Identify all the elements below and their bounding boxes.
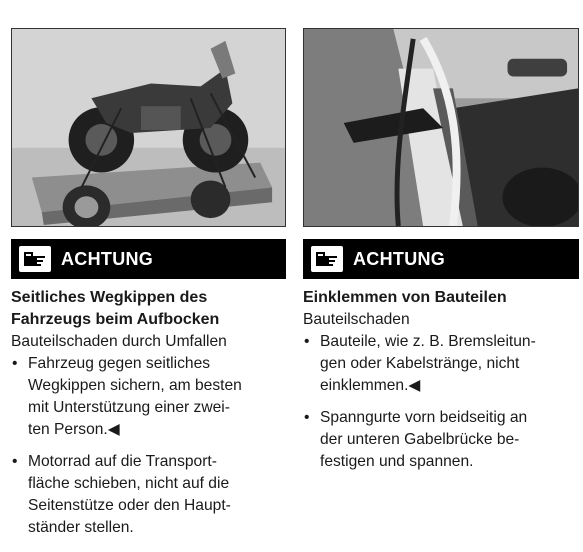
warning-label: ACHTUNG — [61, 248, 154, 269]
motorcycle-on-trailer-photo — [11, 28, 286, 227]
warning-banner-left — [11, 239, 286, 279]
instruction-list — [11, 353, 286, 539]
list-item: • Spanngurte vorn beidseitig an der unteren Gabelbrücke be- festigen und spannen. — [304, 409, 528, 470]
warning-banner-right — [303, 239, 579, 279]
hand-book-warning-icon — [311, 246, 343, 272]
warning-subtitle: Bauteilschaden durch Umfallen — [11, 333, 227, 350]
bullet-icon: • — [12, 355, 18, 372]
bullet-icon: • — [304, 333, 310, 350]
instruction-list — [303, 331, 579, 473]
warning-heading: Einklemmen von Bauteilen — [303, 289, 507, 306]
list-item: • Fahrzeug gegen seitliches Wegkippen sichern, am besten mit Unterstützung einer zwei- ten Person.◀ — [12, 355, 242, 438]
bullet-icon: • — [304, 409, 310, 426]
warning-heading: Seitliches Wegkippen des Fahrzeugs beim Aufbocken — [11, 289, 220, 328]
warning-text-right — [303, 287, 579, 483]
warning-label: ACHTUNG — [353, 248, 446, 269]
warning-text-left — [11, 287, 286, 549]
fork-closeup-photo — [303, 28, 579, 227]
list-item: • Bauteile, wie z. B. Bremsleitun- gen oder Kabelstränge, nicht einklemmen.◀ — [304, 333, 536, 394]
hand-book-warning-icon — [19, 246, 51, 272]
bullet-icon: • — [12, 453, 18, 470]
list-item: • Motorrad auf die Transport- fläche schieben, nicht auf die Seitenstütze oder den Haupt- ständer stellen. — [12, 453, 231, 536]
warning-subtitle: Bauteilschaden — [303, 311, 410, 328]
